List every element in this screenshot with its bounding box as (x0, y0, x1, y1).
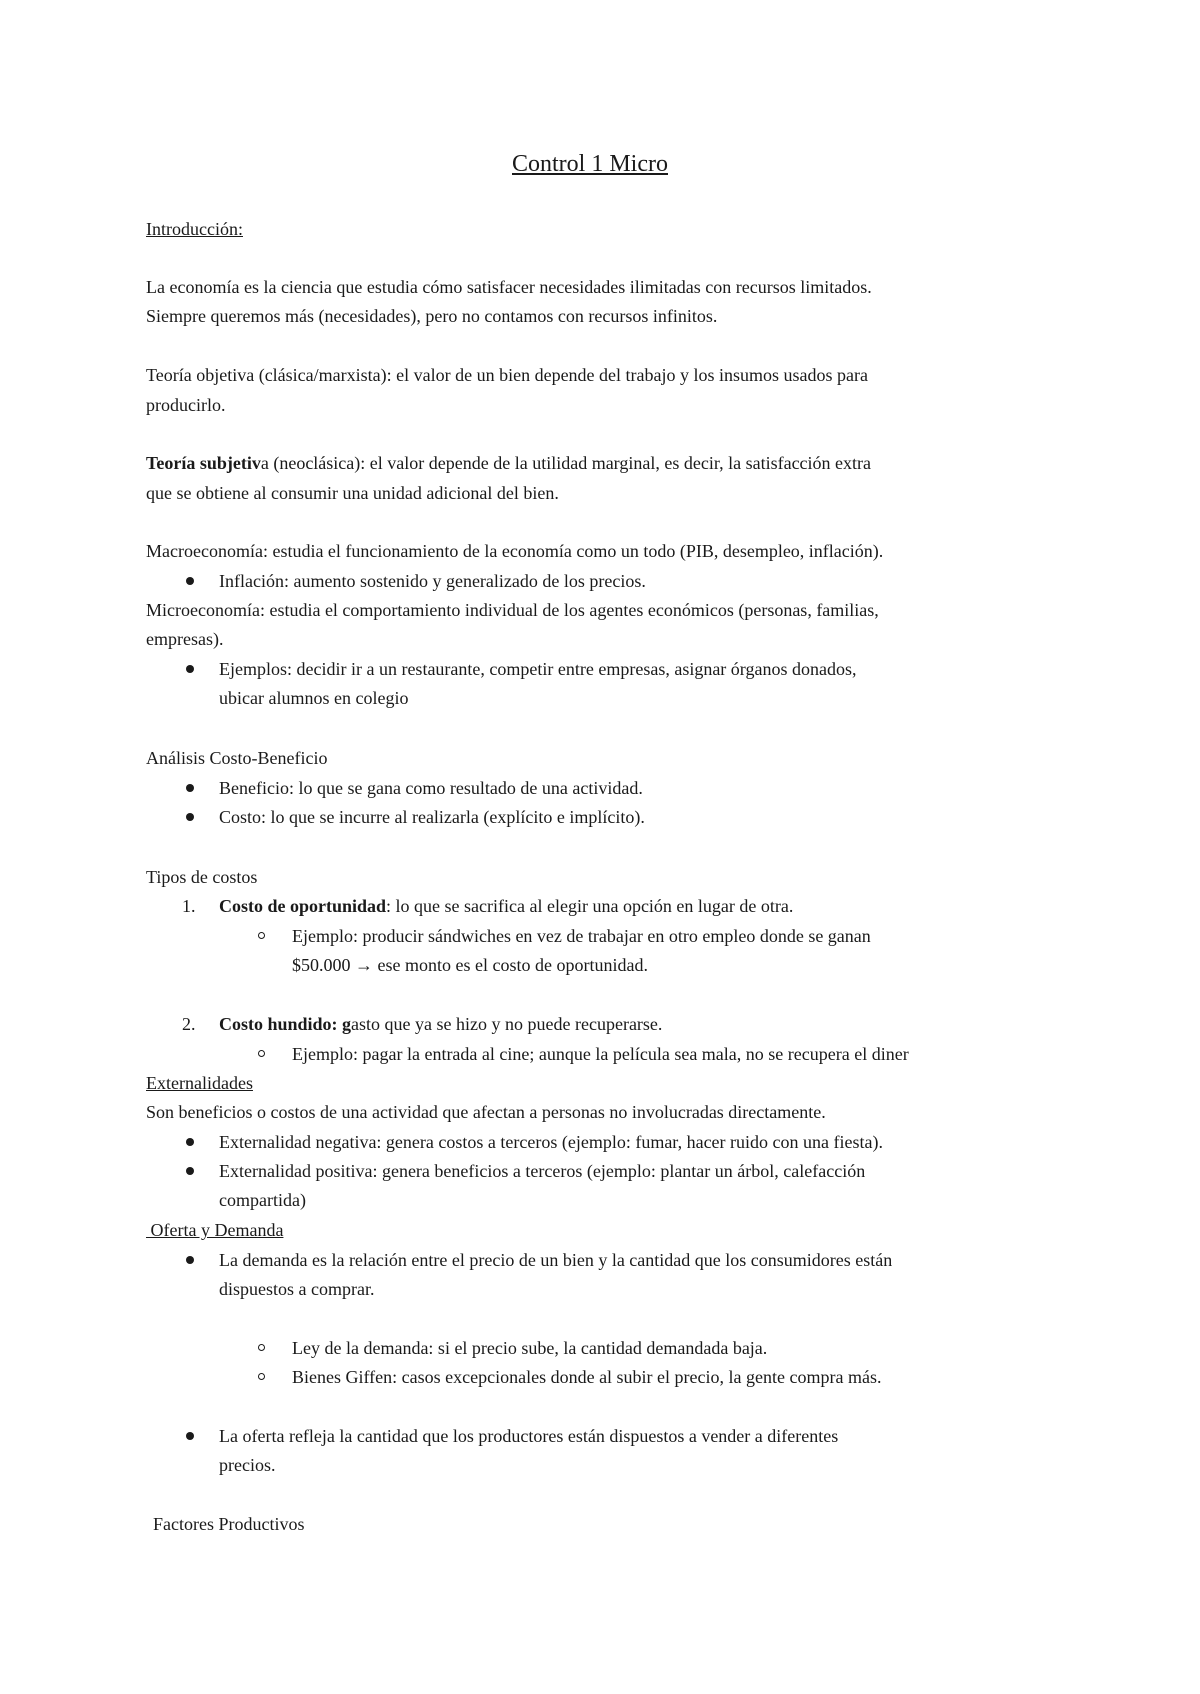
cost-types-heading: Tipos de costos (146, 867, 258, 887)
positive-externality-line-2: compartida) (219, 1190, 306, 1210)
giffen-goods-bullet: Bienes Giffen: casos excepcionales donde al subir el precio, la gente compra más. (292, 1367, 882, 1387)
intro-line-1: La economía es la ciencia que estudia cómo satisfacer necesidades ilimitadas con recursos limitados. (146, 277, 872, 297)
sub-bullet-icon (258, 1344, 265, 1351)
inflation-bullet: Inflación: aumento sostenido y generalizado de los precios. (219, 571, 646, 591)
micro-examples-line-2: ubicar alumnos en colegio (219, 688, 409, 708)
sub-bullet-icon (258, 1050, 265, 1057)
supply-bullet-line-2: precios. (219, 1455, 276, 1475)
bullet-icon (186, 784, 194, 792)
sunk-cost-term: Costo hundido: g (219, 1014, 352, 1034)
demand-bullet-line-1: La demanda es la relación entre el precio de un bien y la cantidad que los consumidores están (219, 1250, 893, 1270)
microeconomics-line-1: Microeconomía: estudia el comportamiento individual de los agentes económicos (personas, familias, (146, 600, 879, 620)
demand-bullet-line-2: dispuestos a comprar. (219, 1279, 375, 1299)
subjective-theory-text: a (neoclásica): el valor depende de la utilidad marginal, es decir, la satisfacción extra (260, 453, 872, 473)
bullet-icon (186, 1256, 194, 1264)
cost-benefit-heading: Análisis Costo-Beneficio (146, 748, 328, 768)
opportunity-example-line-2: $50.000 → ese monto es el costo de oportunidad. (292, 955, 648, 975)
subjective-theory-line-2: que se obtiene al consumir una unidad adicional del bien. (146, 483, 559, 503)
opportunity-cost-term: Costo de oportunidad (219, 896, 387, 916)
list-number: 1. (182, 896, 196, 916)
opportunity-cost-text: : lo que se sacrifica al elegir una opción en lugar de otra. (386, 896, 794, 916)
supply-demand-heading: Oferta y Demanda (146, 1220, 284, 1240)
bullet-icon (186, 1432, 194, 1440)
subjective-theory-line-1 (146, 452, 871, 474)
sunk-cost-example: Ejemplo: pagar la entrada al cine; aunque la película sea mala, no se recupera el diner (292, 1044, 909, 1064)
externalities-definition: Son beneficios o costos de una actividad que afectan a personas no involucradas directamente. (146, 1102, 826, 1122)
productive-factors-heading: Factores Productivos (153, 1514, 305, 1534)
subjective-theory-term: Teoría subjetiv (146, 453, 261, 473)
microeconomics-line-2: empresas). (146, 629, 224, 649)
benefit-bullet: Beneficio: lo que se gana como resultado de una actividad. (219, 778, 643, 798)
cost-bullet: Costo: lo que se incurre al realizarla (explícito e implícito). (219, 807, 645, 827)
supply-bullet-line-1: La oferta refleja la cantidad que los productores están dispuestos a vender a diferentes (219, 1426, 839, 1446)
intro-line-2: Siempre queremos más (necesidades), pero no contamos con recursos infinitos. (146, 306, 718, 326)
bullet-icon (186, 1167, 194, 1175)
list-number: 2. (182, 1014, 196, 1034)
law-of-demand-bullet: Ley de la demanda: si el precio sube, la cantidad demandada baja. (292, 1338, 768, 1358)
externalities-heading: Externalidades (146, 1073, 253, 1093)
bullet-icon (186, 665, 194, 673)
positive-externality-line-1: Externalidad positiva: genera beneficios a terceros (ejemplo: plantar un árbol, calefacción (219, 1161, 866, 1181)
sunk-cost-line (219, 1013, 662, 1035)
opportunity-example-line-1: Ejemplo: producir sándwiches en vez de trabajar en otro empleo donde se ganan (292, 926, 871, 946)
sunk-cost-text: asto que ya se hizo y no puede recuperarse. (351, 1014, 663, 1034)
objective-theory-line-1: Teoría objetiva (clásica/marxista): el valor de un bien depende del trabajo y los insumos usados para (146, 365, 869, 385)
sub-bullet-icon (258, 932, 265, 939)
bullet-icon (186, 577, 194, 585)
page-title: Control 1 Micro (512, 151, 668, 177)
micro-examples-line-1: Ejemplos: decidir ir a un restaurante, competir entre empresas, asignar órganos donados, (219, 659, 857, 679)
negative-externality-bullet: Externalidad negativa: genera costos a terceros (ejemplo: fumar, hacer ruido con una fiesta). (219, 1132, 883, 1152)
objective-theory-line-2: producirlo. (146, 395, 226, 415)
bullet-icon (186, 1138, 194, 1146)
macroeconomics-line: Macroeconomía: estudia el funcionamiento de la economía como un todo (PIB, desempleo, inflación). (146, 541, 884, 561)
sub-bullet-icon (258, 1373, 265, 1380)
intro-heading: Introducción: (146, 219, 243, 239)
bullet-icon (186, 813, 194, 821)
opportunity-cost-line (219, 895, 793, 917)
